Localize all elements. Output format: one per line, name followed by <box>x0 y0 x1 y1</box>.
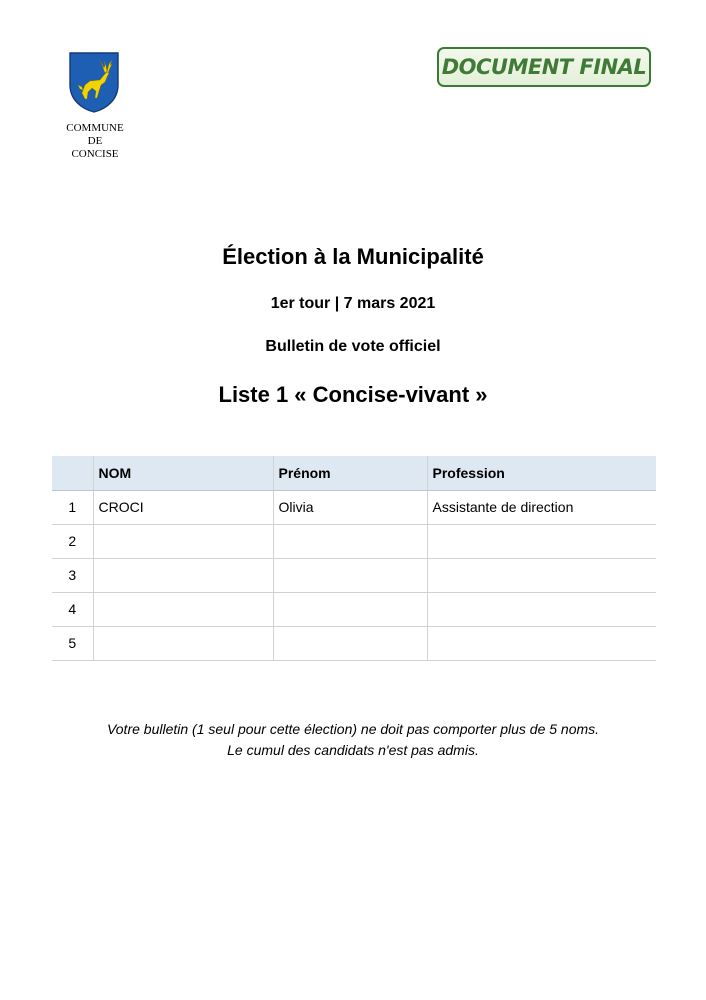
table-row <box>52 558 656 592</box>
commune-line-2: DE <box>87 135 103 147</box>
header-profession: Profession <box>427 456 656 490</box>
election-title: Élection à la Municipalité <box>222 244 484 269</box>
candidate-nom[interactable] <box>93 524 273 558</box>
header-prenom: Prénom <box>273 456 427 490</box>
table-row <box>52 592 656 626</box>
ballot-instructions <box>0 719 706 761</box>
instruction-line-2: Le cumul des candidats n'est pas admis. <box>227 742 479 758</box>
row-number: 5 <box>52 626 93 660</box>
commune-line-3: CONCISE <box>71 148 119 160</box>
candidate-profession[interactable] <box>427 592 656 626</box>
row-number: 4 <box>52 592 93 626</box>
candidate-profession[interactable] <box>427 558 656 592</box>
list-name: Liste 1 « Concise-vivant » <box>218 382 488 407</box>
table-row <box>52 626 656 660</box>
candidate-nom[interactable] <box>93 626 273 660</box>
candidate-nom[interactable] <box>93 592 273 626</box>
table-header-row <box>52 456 656 490</box>
stag-shield-icon <box>68 51 120 113</box>
commune-name <box>55 122 135 161</box>
candidates-table <box>52 456 656 661</box>
candidate-profession: Assistante de direction <box>427 490 656 524</box>
header-nom: NOM <box>93 456 273 490</box>
candidate-prenom[interactable] <box>273 524 427 558</box>
candidate-prenom[interactable] <box>273 592 427 626</box>
table-row <box>52 490 656 524</box>
candidate-nom: CROCI <box>93 490 273 524</box>
candidate-prenom[interactable] <box>273 558 427 592</box>
candidate-prenom: Olivia <box>273 490 427 524</box>
row-number: 1 <box>52 490 93 524</box>
header-number <box>52 456 93 490</box>
candidate-nom[interactable] <box>93 558 273 592</box>
ballot-subtitle: Bulletin de vote officiel <box>265 338 441 355</box>
candidate-profession[interactable] <box>427 524 656 558</box>
document-final-stamp: DOCUMENT FINAL <box>437 47 651 87</box>
commune-line-1: COMMUNE <box>66 122 124 134</box>
candidate-prenom[interactable] <box>273 626 427 660</box>
row-number: 3 <box>52 558 93 592</box>
row-number: 2 <box>52 524 93 558</box>
table-row <box>52 524 656 558</box>
instruction-line-1: Votre bulletin (1 seul pour cette élection) ne doit pas comporter plus de 5 noms. <box>106 721 600 737</box>
candidate-profession[interactable] <box>427 626 656 660</box>
election-round: 1er tour | 7 mars 2021 <box>270 295 436 312</box>
